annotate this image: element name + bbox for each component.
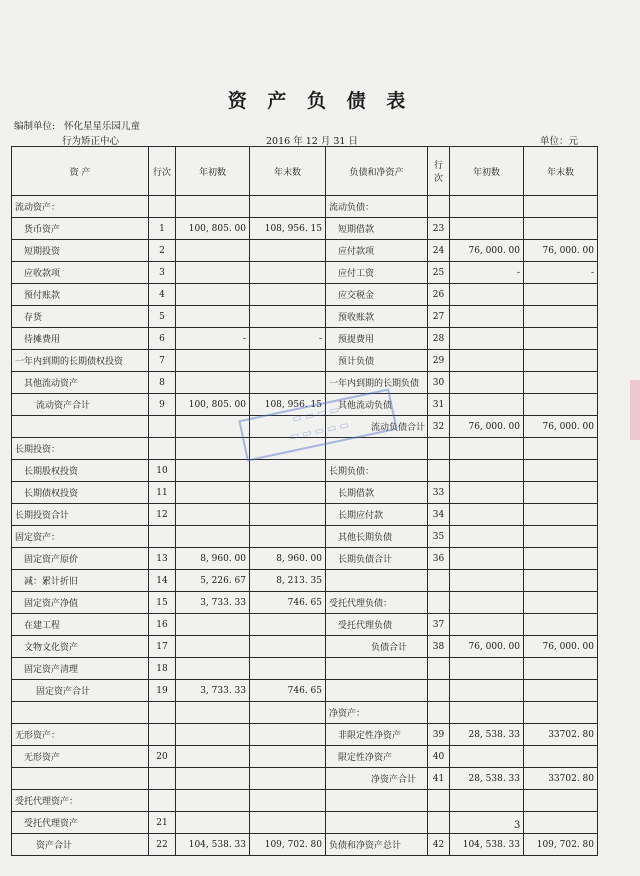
asset-line-no: 22 xyxy=(149,834,176,856)
asset-ending xyxy=(250,196,326,218)
org-label: 编制单位: xyxy=(14,121,56,132)
liability-name: 限定性净资产 xyxy=(326,746,428,768)
asset-line-no: 21 xyxy=(149,812,176,834)
asset-name: 长期投资合计 xyxy=(12,504,149,526)
asset-line-no xyxy=(149,196,176,218)
liability-beginning xyxy=(450,614,524,636)
asset-name: 其他流动资产 xyxy=(12,372,149,394)
liability-ending xyxy=(524,284,598,306)
table-row xyxy=(12,262,598,284)
asset-beginning xyxy=(176,768,250,790)
liability-beginning: 28, 538. 33 xyxy=(450,724,524,746)
asset-ending xyxy=(250,636,326,658)
asset-line-no: 18 xyxy=(149,658,176,680)
asset-line-no: 12 xyxy=(149,504,176,526)
asset-name: 长期投资： xyxy=(12,438,149,460)
liability-beginning xyxy=(450,592,524,614)
asset-line-no xyxy=(149,768,176,790)
liability-line-no: 35 xyxy=(428,526,450,548)
liability-beginning xyxy=(450,482,524,504)
asset-name: 文物文化资产 xyxy=(12,636,149,658)
asset-name: 预付账款 xyxy=(12,284,149,306)
liability-ending: 76, 000. 00 xyxy=(524,416,598,438)
asset-ending xyxy=(250,812,326,834)
liability-name: 长期应付款 xyxy=(326,504,428,526)
asset-name: 固定资产： xyxy=(12,526,149,548)
liability-ending xyxy=(524,306,598,328)
asset-ending xyxy=(250,460,326,482)
liability-name: 净资产： xyxy=(326,702,428,724)
asset-line-no: 16 xyxy=(149,614,176,636)
liability-line-no: 23 xyxy=(428,218,450,240)
table-row xyxy=(12,196,598,218)
liability-ending xyxy=(524,350,598,372)
table-row xyxy=(12,724,598,746)
asset-ending xyxy=(250,614,326,636)
liability-ending: 76, 000. 00 xyxy=(524,636,598,658)
liability-ending xyxy=(524,438,598,460)
liability-beginning xyxy=(450,196,524,218)
liability-ending xyxy=(524,526,598,548)
asset-name: 无形资产： xyxy=(12,724,149,746)
liability-line-no xyxy=(428,460,450,482)
asset-beginning xyxy=(176,306,250,328)
header-assets: 资 产 xyxy=(12,147,149,196)
liability-beginning xyxy=(450,218,524,240)
table-row xyxy=(12,504,598,526)
asset-name xyxy=(12,702,149,724)
liability-line-no xyxy=(428,570,450,592)
liability-name: 一年内到期的长期负债 xyxy=(326,372,428,394)
table-row xyxy=(12,614,598,636)
org-name-line2: 行为矫正中心 xyxy=(62,136,120,147)
asset-beginning xyxy=(176,482,250,504)
liability-name: 预收账款 xyxy=(326,306,428,328)
liability-beginning xyxy=(450,394,524,416)
asset-ending: 8, 213. 35 xyxy=(250,570,326,592)
liability-beginning xyxy=(450,460,524,482)
asset-ending xyxy=(250,306,326,328)
seal-edge-mark xyxy=(630,380,640,440)
table-row xyxy=(12,328,598,350)
report-date: 2016 年 12 月 31 日 xyxy=(266,136,358,147)
asset-ending xyxy=(250,658,326,680)
table-row xyxy=(12,702,598,724)
table-row xyxy=(12,812,598,834)
asset-name: 货币资产 xyxy=(12,218,149,240)
asset-ending xyxy=(250,724,326,746)
liability-line-no: 40 xyxy=(428,746,450,768)
asset-ending xyxy=(250,284,326,306)
liability-ending xyxy=(524,746,598,768)
asset-name xyxy=(12,416,149,438)
liability-ending: 76, 000. 00 xyxy=(524,240,598,262)
liability-beginning xyxy=(450,680,524,702)
header-liability-beginning: 年初数 xyxy=(450,147,524,196)
liability-name xyxy=(326,658,428,680)
asset-line-no: 2 xyxy=(149,240,176,262)
asset-beginning xyxy=(176,460,250,482)
liability-line-no xyxy=(428,702,450,724)
asset-name: 固定资产清理 xyxy=(12,658,149,680)
asset-ending: 746. 65 xyxy=(250,592,326,614)
asset-name: 应收款项 xyxy=(12,262,149,284)
asset-beginning xyxy=(176,526,250,548)
table-row xyxy=(12,592,598,614)
liability-ending xyxy=(524,812,598,834)
asset-name: 减：累计折旧 xyxy=(12,570,149,592)
liability-line-no xyxy=(428,592,450,614)
table-row xyxy=(12,284,598,306)
asset-beginning xyxy=(176,262,250,284)
table-row xyxy=(12,680,598,702)
liability-line-no xyxy=(428,812,450,834)
liability-name xyxy=(326,790,428,812)
asset-name: 无形资产 xyxy=(12,746,149,768)
header-asset-beginning: 年初数 xyxy=(176,147,250,196)
liability-line-no: 41 xyxy=(428,768,450,790)
liability-name: 流动负债合计 xyxy=(326,416,428,438)
asset-line-no: 9 xyxy=(149,394,176,416)
asset-ending: 108, 956. 15 xyxy=(250,218,326,240)
liability-beginning xyxy=(450,570,524,592)
asset-beginning: 5, 226. 67 xyxy=(176,570,250,592)
liability-line-no: 24 xyxy=(428,240,450,262)
liability-name: 净资产合计 xyxy=(326,768,428,790)
asset-ending xyxy=(250,746,326,768)
liability-line-no: 27 xyxy=(428,306,450,328)
asset-ending: - xyxy=(250,328,326,350)
asset-name: 流动资产： xyxy=(12,196,149,218)
table-row xyxy=(12,834,598,856)
asset-name: 受托代理资产： xyxy=(12,790,149,812)
asset-beginning xyxy=(176,504,250,526)
asset-beginning xyxy=(176,284,250,306)
liability-name: 受托代理负债： xyxy=(326,592,428,614)
liability-line-no: 32 xyxy=(428,416,450,438)
table-row xyxy=(12,548,598,570)
asset-ending xyxy=(250,482,326,504)
asset-ending xyxy=(250,702,326,724)
liability-line-no: 37 xyxy=(428,614,450,636)
asset-beginning: - xyxy=(176,328,250,350)
asset-line-no: 19 xyxy=(149,680,176,702)
liability-name: 负债和净资产总计 xyxy=(326,834,428,856)
liability-name: 应付工资 xyxy=(326,262,428,284)
liability-beginning xyxy=(450,328,524,350)
table-row xyxy=(12,306,598,328)
asset-beginning: 104, 538. 33 xyxy=(176,834,250,856)
liability-line-no xyxy=(428,196,450,218)
liability-name: 应交税金 xyxy=(326,284,428,306)
asset-ending xyxy=(250,768,326,790)
liability-ending xyxy=(524,196,598,218)
asset-ending: 109, 702. 80 xyxy=(250,834,326,856)
page-number: 3 xyxy=(514,820,521,831)
asset-line-no xyxy=(149,526,176,548)
asset-name xyxy=(12,768,149,790)
asset-line-no xyxy=(149,416,176,438)
liability-beginning xyxy=(450,438,524,460)
asset-beginning: 100, 805. 00 xyxy=(176,394,250,416)
liability-beginning: 76, 000. 00 xyxy=(450,240,524,262)
liability-beginning xyxy=(450,790,524,812)
table-row xyxy=(12,746,598,768)
liability-line-no: 26 xyxy=(428,284,450,306)
liability-ending xyxy=(524,790,598,812)
asset-name: 短期投资 xyxy=(12,240,149,262)
liability-ending xyxy=(524,482,598,504)
liability-ending xyxy=(524,504,598,526)
asset-beginning xyxy=(176,416,250,438)
table-row xyxy=(12,768,598,790)
liability-beginning xyxy=(450,658,524,680)
table-row xyxy=(12,526,598,548)
liability-name: 非限定性净资产 xyxy=(326,724,428,746)
asset-beginning xyxy=(176,438,250,460)
table-row xyxy=(12,240,598,262)
liability-line-no xyxy=(428,658,450,680)
liability-line-no: 28 xyxy=(428,328,450,350)
asset-ending: 8, 960. 00 xyxy=(250,548,326,570)
liability-ending: 109, 702. 80 xyxy=(524,834,598,856)
liability-beginning: 28, 538. 33 xyxy=(450,768,524,790)
asset-line-no xyxy=(149,438,176,460)
asset-ending xyxy=(250,504,326,526)
liability-name: 其他长期负债 xyxy=(326,526,428,548)
asset-line-no: 14 xyxy=(149,570,176,592)
liability-line-no: 38 xyxy=(428,636,450,658)
table-row xyxy=(12,482,598,504)
liability-line-no xyxy=(428,438,450,460)
asset-line-no: 15 xyxy=(149,592,176,614)
liability-ending: 33702. 80 xyxy=(524,768,598,790)
liability-line-no: 30 xyxy=(428,372,450,394)
asset-beginning xyxy=(176,746,250,768)
asset-beginning xyxy=(176,636,250,658)
header-asset-ending: 年末数 xyxy=(250,147,326,196)
asset-ending xyxy=(250,350,326,372)
asset-name: 一年内到期的长期债权投资 xyxy=(12,350,149,372)
liability-name: 流动负债： xyxy=(326,196,428,218)
liability-ending xyxy=(524,680,598,702)
liability-ending xyxy=(524,328,598,350)
asset-line-no: 13 xyxy=(149,548,176,570)
asset-line-no: 10 xyxy=(149,460,176,482)
asset-beginning: 3, 733. 33 xyxy=(176,592,250,614)
liability-ending xyxy=(524,658,598,680)
asset-name: 资产合计 xyxy=(12,834,149,856)
liability-name: 预计负债 xyxy=(326,350,428,372)
liability-beginning: - xyxy=(450,262,524,284)
liability-beginning xyxy=(450,306,524,328)
liability-line-no: 36 xyxy=(428,548,450,570)
asset-ending xyxy=(250,262,326,284)
asset-beginning: 3, 733. 33 xyxy=(176,680,250,702)
liability-beginning: 104, 538. 33 xyxy=(450,834,524,856)
approval-stamp: ▭ ▭ ▭ ▭ ▭ ▭ ▭ ▭ ▭ xyxy=(238,388,397,461)
liability-name: 预提费用 xyxy=(326,328,428,350)
asset-ending xyxy=(250,240,326,262)
liability-ending: 33702. 80 xyxy=(524,724,598,746)
table-row xyxy=(12,790,598,812)
asset-line-no: 7 xyxy=(149,350,176,372)
liability-ending xyxy=(524,548,598,570)
asset-line-no: 6 xyxy=(149,328,176,350)
asset-name: 长期股权投资 xyxy=(12,460,149,482)
table-row xyxy=(12,372,598,394)
asset-name: 待摊费用 xyxy=(12,328,149,350)
header-liability-ending: 年末数 xyxy=(524,147,598,196)
asset-name: 在建工程 xyxy=(12,614,149,636)
liability-line-no: 39 xyxy=(428,724,450,746)
asset-line-no: 8 xyxy=(149,372,176,394)
table-row xyxy=(12,350,598,372)
liability-beginning xyxy=(450,526,524,548)
liability-line-no: 31 xyxy=(428,394,450,416)
asset-ending xyxy=(250,526,326,548)
liability-name xyxy=(326,570,428,592)
liability-ending: - xyxy=(524,262,598,284)
liability-name: 应付款项 xyxy=(326,240,428,262)
asset-name: 长期债权投资 xyxy=(12,482,149,504)
asset-ending xyxy=(250,790,326,812)
asset-name: 存货 xyxy=(12,306,149,328)
liability-line-no xyxy=(428,790,450,812)
asset-name: 固定资产原价 xyxy=(12,548,149,570)
liability-ending xyxy=(524,570,598,592)
liability-beginning xyxy=(450,284,524,306)
liability-beginning xyxy=(450,350,524,372)
liability-name xyxy=(326,680,428,702)
asset-name: 固定资产净值 xyxy=(12,592,149,614)
liability-name: 其他流动负债 xyxy=(326,394,428,416)
asset-beginning xyxy=(176,790,250,812)
liability-name: 短期借款 xyxy=(326,218,428,240)
liability-name: 受托代理负债 xyxy=(326,614,428,636)
asset-beginning xyxy=(176,702,250,724)
asset-beginning xyxy=(176,240,250,262)
asset-line-no xyxy=(149,702,176,724)
asset-beginning xyxy=(176,658,250,680)
page-title: 资 产 负 债 表 xyxy=(227,90,413,112)
liability-ending xyxy=(524,592,598,614)
liability-beginning xyxy=(450,548,524,570)
asset-line-no: 1 xyxy=(149,218,176,240)
asset-beginning: 100, 805. 00 xyxy=(176,218,250,240)
asset-ending: 746. 65 xyxy=(250,680,326,702)
asset-ending: 108, 956. 15 xyxy=(250,394,326,416)
liability-beginning xyxy=(450,702,524,724)
header-liability-line-no: 行次 xyxy=(428,147,450,196)
asset-name: 受托代理资产 xyxy=(12,812,149,834)
liability-line-no xyxy=(428,680,450,702)
table-row xyxy=(12,658,598,680)
asset-beginning: 8, 960. 00 xyxy=(176,548,250,570)
asset-line-no: 3 xyxy=(149,262,176,284)
table-row xyxy=(12,636,598,658)
liability-line-no: 25 xyxy=(428,262,450,284)
asset-beginning xyxy=(176,350,250,372)
liability-beginning xyxy=(450,372,524,394)
asset-line-no: 4 xyxy=(149,284,176,306)
liability-name: 长期借款 xyxy=(326,482,428,504)
table-row xyxy=(12,460,598,482)
liability-line-no: 29 xyxy=(428,350,450,372)
liability-ending xyxy=(524,460,598,482)
asset-beginning xyxy=(176,812,250,834)
balance-sheet-table xyxy=(11,146,598,856)
table-row xyxy=(12,218,598,240)
asset-name: 固定资产合计 xyxy=(12,680,149,702)
liability-line-no: 33 xyxy=(428,482,450,504)
asset-line-no: 17 xyxy=(149,636,176,658)
liability-beginning xyxy=(450,812,524,834)
asset-line-no: 20 xyxy=(149,746,176,768)
liability-ending xyxy=(524,614,598,636)
liability-name: 负债合计 xyxy=(326,636,428,658)
asset-line-no: 5 xyxy=(149,306,176,328)
table-row xyxy=(12,570,598,592)
asset-line-no: 11 xyxy=(149,482,176,504)
header-liabilities: 负债和净资产 xyxy=(326,147,428,196)
asset-line-no xyxy=(149,724,176,746)
liability-ending xyxy=(524,218,598,240)
liability-beginning xyxy=(450,504,524,526)
liability-ending xyxy=(524,702,598,724)
liability-beginning: 76, 000. 00 xyxy=(450,636,524,658)
asset-beginning xyxy=(176,372,250,394)
liability-name: 长期负债： xyxy=(326,460,428,482)
asset-name: 流动资产合计 xyxy=(12,394,149,416)
liability-line-no: 34 xyxy=(428,504,450,526)
header-asset-line-no: 行次 xyxy=(149,147,176,196)
liability-beginning: 76, 000. 00 xyxy=(450,416,524,438)
asset-beginning xyxy=(176,724,250,746)
liability-name xyxy=(326,812,428,834)
table-header-row xyxy=(12,147,598,196)
asset-ending xyxy=(250,372,326,394)
asset-beginning xyxy=(176,196,250,218)
liability-ending xyxy=(524,372,598,394)
liability-ending xyxy=(524,394,598,416)
org-name: 怀化星星乐园儿童 xyxy=(64,121,141,132)
currency-unit: 单位：元 xyxy=(540,136,579,147)
liability-line-no: 42 xyxy=(428,834,450,856)
liability-name: 长期负债合计 xyxy=(326,548,428,570)
liability-beginning xyxy=(450,746,524,768)
asset-beginning xyxy=(176,614,250,636)
asset-line-no xyxy=(149,790,176,812)
